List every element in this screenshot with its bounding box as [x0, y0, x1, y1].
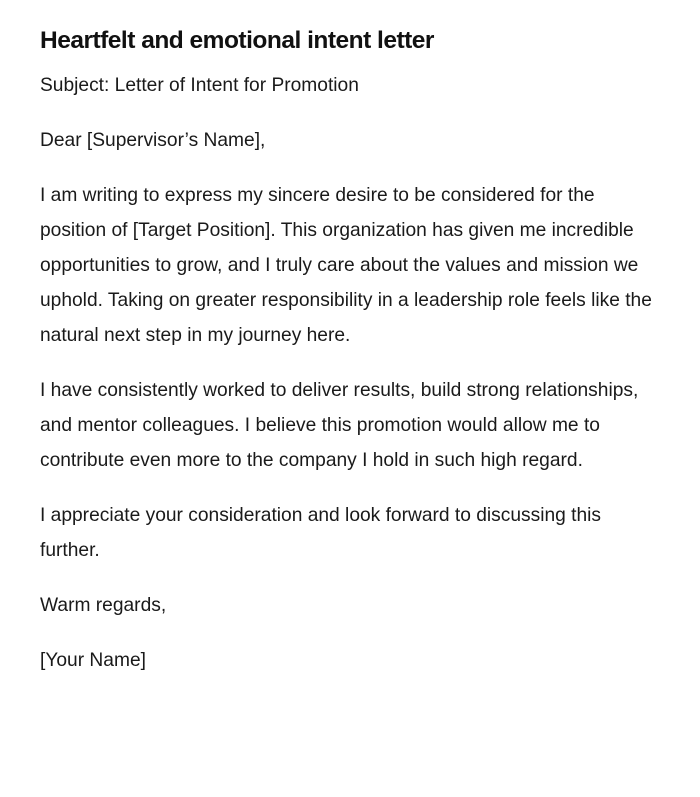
letter-subject: Subject: Letter of Intent for Promotion	[40, 75, 359, 96]
letter-signature: [Your Name]	[40, 650, 146, 671]
letter-paragraph-intent: I am writing to express my sincere desire to be considered for the position of [Target Position]. This organization has given me incredible opportunities to grow, and I truly care about the values and mission we uphold. Taking on greater responsibility in a leadership role feels like the natural next step in my journey here.	[40, 185, 652, 346]
letter-paragraph-appreciation: I appreciate your consideration and look forward to discussing this further.	[40, 505, 602, 561]
letter-salutation: Dear [Supervisor’s Name],	[40, 130, 266, 151]
letter-paragraph-achievements: I have consistently worked to deliver results, build strong relationships, and mentor colleagues. I believe this promotion would allow me to contribute even more to the company I hold in such high regard.	[40, 380, 639, 471]
letter-closing: Warm regards,	[40, 595, 167, 616]
letter-title: Heartfelt and emotional intent letter	[40, 27, 434, 54]
